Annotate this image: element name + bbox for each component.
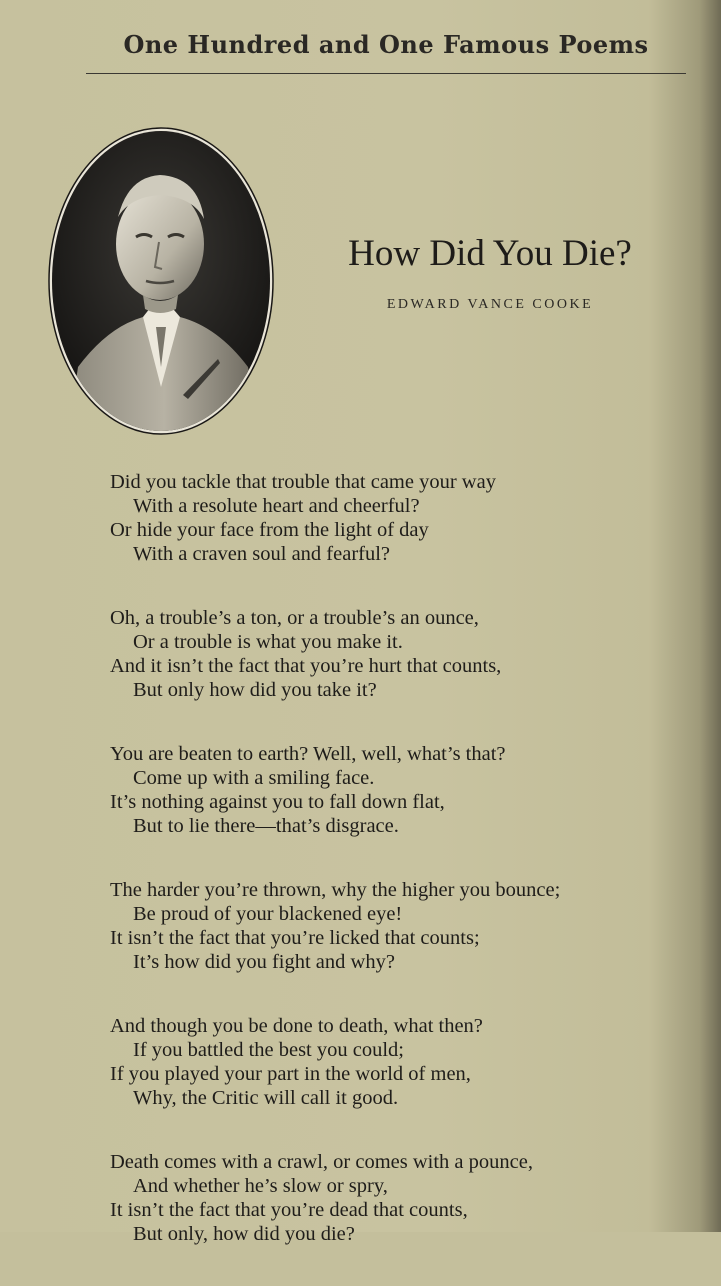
stanza (110, 878, 710, 974)
poem-line: If you played your part in the world of men, (110, 1063, 471, 1085)
author-portrait-photo (48, 127, 274, 435)
poem-line: And whether he’s slow or spry, (133, 1175, 388, 1197)
header-rule (86, 73, 686, 74)
poem-title: How Did You Die? (348, 233, 632, 274)
poem-line: If you battled the best you could; (133, 1039, 404, 1061)
poem-line: You are beaten to earth? Well, well, what’s that? (110, 743, 506, 765)
poem-body (110, 470, 710, 1286)
poem-line: With a craven soul and fearful? (133, 543, 391, 565)
poem-line: The harder you’re thrown, why the higher you bounce; (110, 879, 561, 901)
poem-line: And it isn’t the fact that you’re hurt that counts, (110, 655, 502, 677)
stanza (110, 1014, 710, 1110)
poem-line: Be proud of your blackened eye! (133, 903, 403, 925)
poem-line: And though you be done to death, what then? (110, 1015, 483, 1037)
poem-line: But to lie there—that’s disgrace. (133, 815, 399, 837)
poem-line: Or hide your face from the light of day (110, 519, 429, 541)
stanza (110, 742, 710, 838)
poem-line: But only, how did you die? (133, 1223, 355, 1245)
poem-line: With a resolute heart and cheerful? (133, 495, 420, 517)
poem-line: It’s how did you fight and why? (133, 951, 395, 973)
poem-line: It isn’t the fact that you’re licked that counts; (110, 927, 480, 949)
poem-line: It isn’t the fact that you’re dead that counts, (110, 1199, 468, 1221)
stanza (110, 470, 710, 566)
stanza (110, 606, 710, 702)
poem-author: EDWARD VANCE COOKE (386, 297, 594, 312)
poem-line: Death comes with a crawl, or comes with a pounce, (110, 1151, 533, 1173)
poem-line: Why, the Critic will call it good. (133, 1087, 399, 1109)
poem-line: Or a trouble is what you make it. (133, 631, 403, 653)
running-header: One Hundred and One Famous Poems (123, 30, 649, 59)
poem-line: Oh, a trouble’s a ton, or a trouble’s an ounce, (110, 607, 479, 629)
poem-line: It’s nothing against you to fall down flat, (110, 791, 445, 813)
poem-line: Come up with a smiling face. (133, 767, 375, 789)
poem-line: Did you tackle that trouble that came your way (110, 471, 496, 493)
poem-line: But only how did you take it? (133, 679, 377, 701)
